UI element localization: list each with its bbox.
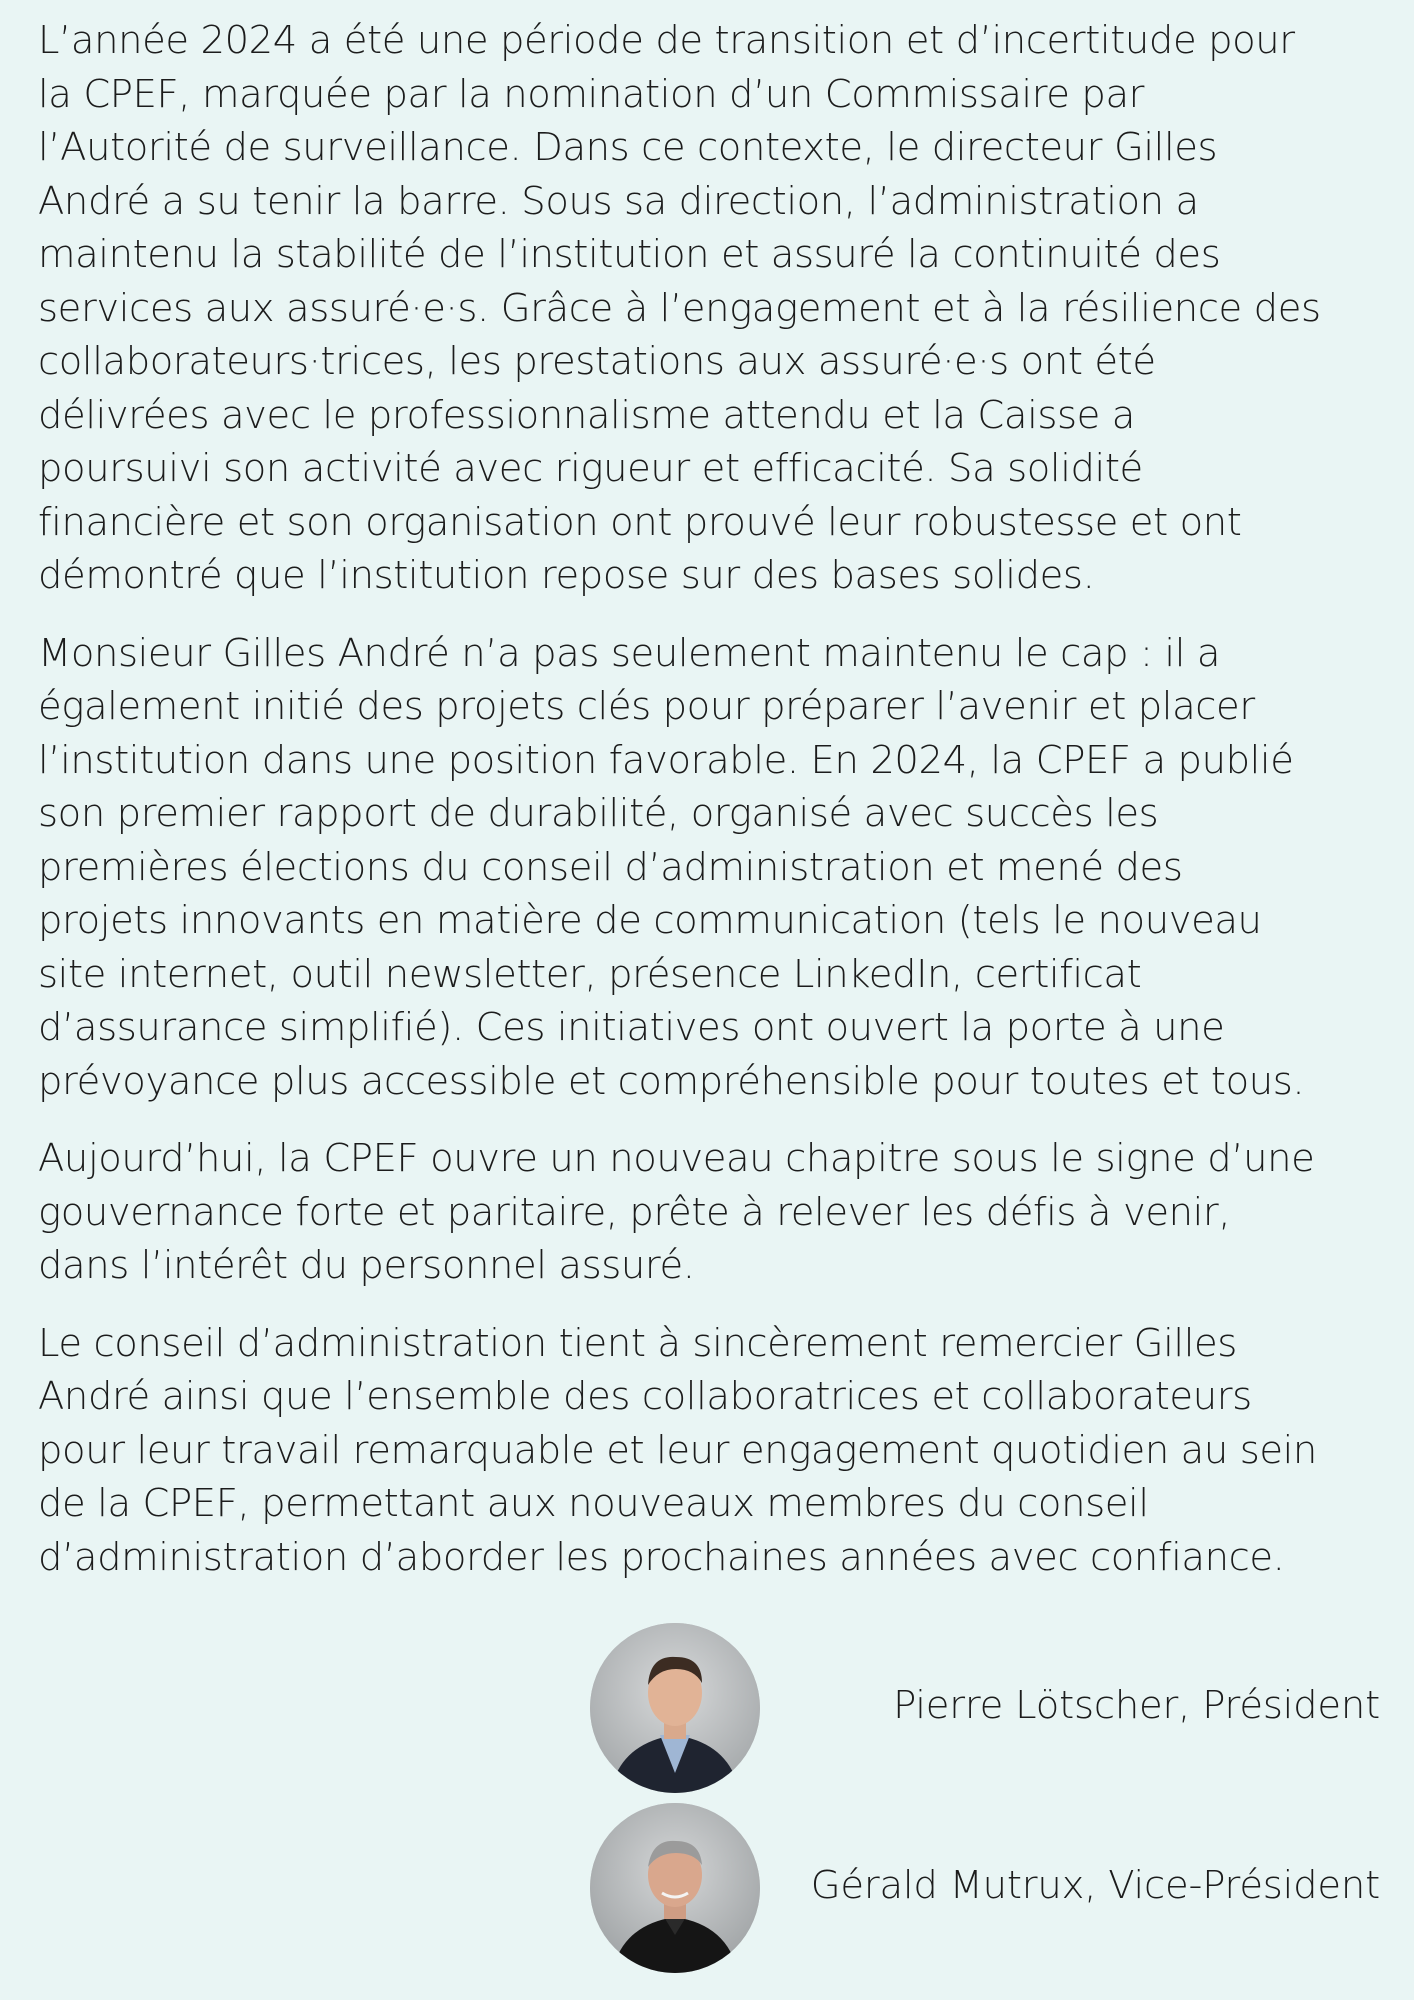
text-line: prévoyance plus accessible et compréhensible pour toutes et tous. xyxy=(38,1058,1305,1104)
text-line: la CPEF, marquée par la nomination d’un Commissaire par xyxy=(38,71,1145,117)
signature-name: Gérald Mutrux, Vice-Président xyxy=(810,1863,1380,1908)
text-line: d’assurance simplifié). Ces initiatives ont ouvert la porte à une xyxy=(38,1005,1225,1050)
text-line: pour leur travail remarquable et leur engagement quotidien au sein xyxy=(38,1427,1317,1473)
text-line: premières élections du conseil d’administration et mené des xyxy=(38,844,1183,890)
text-line: collaborateurs·trices, les prestations aux assuré·e·s ont été xyxy=(38,339,1156,384)
text-line: maintenu la stabilité de l’institution et assuré la continuité des xyxy=(38,232,1221,277)
text-line: délivrées avec le professionnalisme attendu et la Caisse a xyxy=(38,392,1136,438)
paragraph-3 xyxy=(38,1132,1388,1293)
text-line: démontré que l’institution repose sur des bases solides. xyxy=(38,553,1095,598)
paragraph-1 xyxy=(38,14,1388,603)
text-line: L’année 2024 a été une période de transition et d’incertitude pour xyxy=(38,18,1295,63)
text-line: également initié des projets clés pour préparer l’avenir et placer xyxy=(38,684,1255,729)
text-line: Aujourd’hui, la CPEF ouvre un nouveau chapitre sous le signe d’une xyxy=(38,1136,1315,1181)
text-line: financière et son organisation ont prouvé leur robustesse et ont xyxy=(38,499,1242,545)
avatar-vice-president xyxy=(590,1803,760,1973)
text-line: son premier rapport de durabilité, organisé avec succès les xyxy=(38,791,1159,836)
portrait-photo-icon xyxy=(590,1623,760,1793)
text-line: poursuivi son activité avec rigueur et efficacité. Sa solidité xyxy=(38,446,1143,491)
portrait-photo-icon xyxy=(590,1803,760,1973)
paragraph-4 xyxy=(38,1317,1388,1585)
text-line: Monsieur Gilles André n’a pas seulement maintenu le cap : il a xyxy=(38,630,1221,676)
text-line: de la CPEF, permettant aux nouveaux membres du conseil xyxy=(38,1481,1149,1526)
text-line: services aux assuré·e·s. Grâce à l’engagement et à la résilience des xyxy=(38,285,1321,331)
avatar-president xyxy=(590,1623,760,1793)
letter-body xyxy=(38,14,1388,1608)
text-line: l’Autorité de surveillance. Dans ce contexte, le directeur Gilles xyxy=(38,125,1218,170)
text-line: Le conseil d’administration tient à sincèrement remercier Gilles xyxy=(38,1320,1237,1366)
signature-vice-president xyxy=(0,1803,1414,1973)
paragraph-2 xyxy=(38,627,1388,1109)
signature-president xyxy=(0,1623,1414,1793)
text-line: gouvernance forte et paritaire, prête à relever les défis à venir, xyxy=(38,1189,1231,1235)
text-line: dans l’intérêt du personnel assuré. xyxy=(38,1243,695,1288)
text-line: André ainsi que l’ensemble des collaboratrices et collaborateurs xyxy=(38,1374,1252,1419)
text-line: l’institution dans une position favorable. En 2024, la CPEF a publié xyxy=(38,737,1294,783)
text-line: André a su tenir la barre. Sous sa direction, l’administration a xyxy=(38,178,1199,224)
signature-name: Pierre Lötscher, Président xyxy=(893,1683,1380,1728)
text-line: site internet, outil newsletter, présence LinkedIn, certificat xyxy=(38,951,1142,997)
text-line: d’administration d’aborder les prochaines années avec confiance. xyxy=(38,1534,1285,1580)
text-line: projets innovants en matière de communication (tels le nouveau xyxy=(38,898,1262,943)
